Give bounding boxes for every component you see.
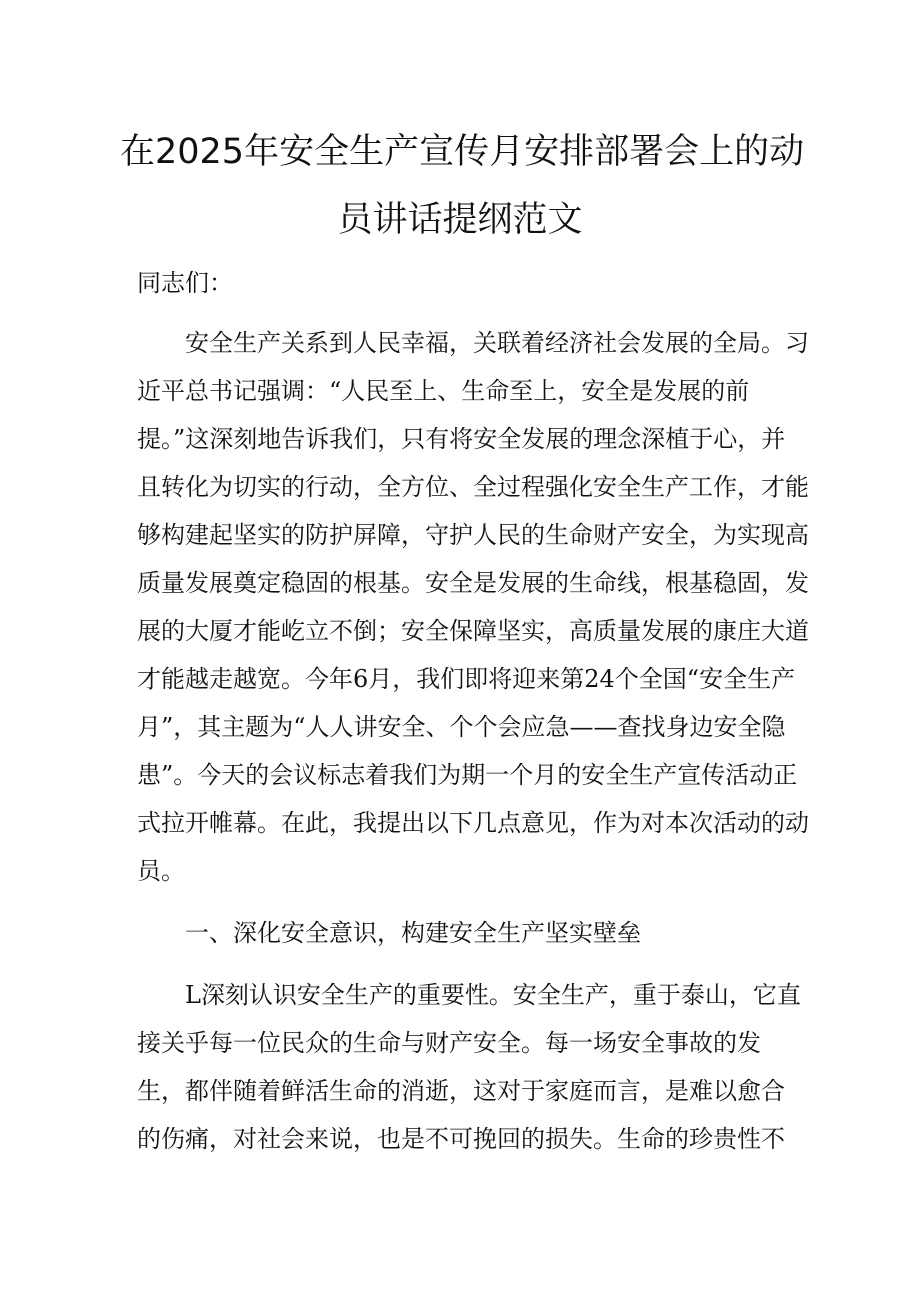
paragraph-1-line-12: 员。 <box>137 857 185 885</box>
paragraph-2-line-2: 接关乎每一位民众的生命与财产安全。每一场安全事故的发 <box>137 1029 761 1057</box>
document-title-line-1: 在2025年安全生产宣传月安排部署会上的动 <box>120 132 805 172</box>
paragraph-1-line-8: 才能越走越宽。今年6月，我们即将迎来第24个全国“安全生产 <box>137 665 796 693</box>
paragraph-2-line-4: 的伤痛，对社会来说，也是不可挽回的损失。生命的珍贵性不 <box>137 1125 785 1153</box>
section-1-heading: 一、深化安全意识，构建安全生产坚实壁垒 <box>185 919 641 947</box>
paragraph-1-line-4: 且转化为切实的行动，全方位、全过程强化安全生产工作，才能 <box>137 473 809 501</box>
document-title-line-2: 员讲话提纲范文 <box>337 200 583 240</box>
paragraph-1-line-6: 质量发展奠定稳固的根基。安全是发展的生命线，根基稳固，发 <box>137 569 809 597</box>
paragraph-1-line-2: 近平总书记强调：“人民至上、生命至上，安全是发展的前 <box>137 377 750 405</box>
paragraph-2-line-1: L深刻认识安全生产的重要性。安全生产，重于泰山，它直 <box>185 981 801 1009</box>
paragraph-1-line-1: 安全生产关系到人民幸福，关联着经济社会发展的全局。习 <box>185 329 809 357</box>
paragraph-2-line-3: 生，都伴随着鲜活生命的消逝，这对于家庭而言，是难以愈合 <box>137 1077 785 1105</box>
paragraph-1-line-9: 月”，其主题为“人人讲安全、个个会应急——查找身边安全隐 <box>137 713 786 741</box>
paragraph-1-line-10: 患”。今天的会议标志着我们为期一个月的安全生产宣传活动正 <box>137 761 798 789</box>
paragraph-1-line-5: 够构建起坚实的防护屏障，守护人民的生命财产安全，为实现高 <box>137 521 809 549</box>
salutation: 同志们： <box>137 269 233 297</box>
paragraph-1-line-7: 展的大厦才能屹立不倒；安全保障坚实，高质量发展的康庄大道 <box>137 617 809 645</box>
paragraph-1-line-3: 提。”这深刻地告诉我们，只有将安全发展的理念深植于心，并 <box>137 425 786 453</box>
paragraph-1-line-11: 式拉开帷幕。在此，我提出以下几点意见，作为对本次活动的动 <box>137 809 809 837</box>
